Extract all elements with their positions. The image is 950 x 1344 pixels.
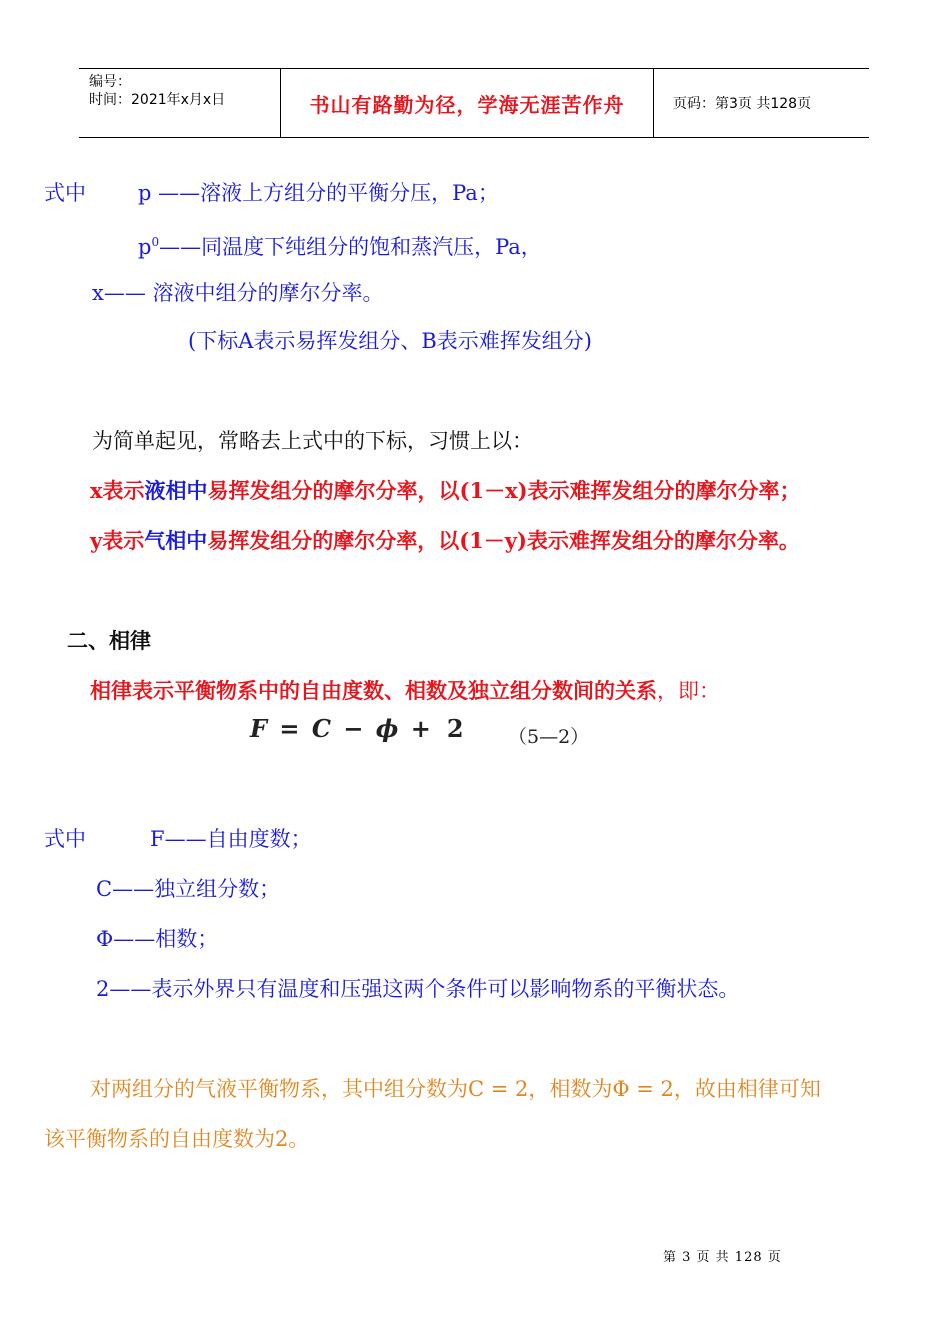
x-line-a: x表示 <box>90 478 145 503</box>
formula-constant: 2 <box>446 714 466 743</box>
F-definition: F——自由度数； <box>150 827 312 851</box>
equation-number: （5—2） <box>508 726 590 748</box>
page-footer: 第 3 页 共 128 页 <box>663 1250 782 1265</box>
x-line-liquid: 液相中 <box>144 478 208 503</box>
header-motto: 书山有路勤为径，学海无涯苦作舟 <box>280 69 654 137</box>
y-convention-line <box>90 528 800 554</box>
section-heading: 二、相律 <box>67 628 151 653</box>
C-definition: C——独立组分数； <box>96 877 281 901</box>
y-line-a: y表示 <box>90 528 145 553</box>
x-definition: x—— 溶液中组分的摩尔分率。 <box>92 281 384 305</box>
number-label: 编号： <box>89 74 131 90</box>
p0-definition <box>138 229 542 260</box>
phase-rule-formula <box>250 714 466 743</box>
y-line-gas: 气相中 <box>144 528 208 553</box>
where-label-2: 式中 <box>44 827 86 851</box>
Phi-definition: Φ——相数； <box>96 927 219 951</box>
phase-rule-desc-tail: ，即： <box>657 679 720 703</box>
phase-rule-desc <box>90 678 720 704</box>
y-line-c: 易挥发组分的摩尔分率，以(1－y)表示难挥发组分的摩尔分率。 <box>207 528 800 553</box>
phase-rule-desc-main: 相律表示平衡物系中的自由度数、相数及独立组分数间的关系 <box>90 678 657 703</box>
p-definition: p ——溶液上方组分的平衡分压，Pa； <box>138 181 499 205</box>
page-header <box>79 68 869 138</box>
convention-intro: 为简单起见，常略去上式中的下标，习惯上以： <box>92 429 533 453</box>
time-label: 时间：2021年x月x日 <box>89 92 226 108</box>
p0-symbol: p <box>138 235 152 259</box>
x-line-c: 易挥发组分的摩尔分率，以(1－x)表示难挥发组分的摩尔分率； <box>207 478 801 503</box>
example-line-1: 对两组分的气液平衡物系，其中组分数为C = 2，相数为Φ = 2，故由相律可知 <box>90 1077 821 1101</box>
formula-expression: F = C − ϕ + <box>250 714 433 743</box>
header-meta <box>79 69 279 137</box>
p0-superscript: 0 <box>151 235 160 249</box>
x-convention-line <box>90 478 801 504</box>
example-line-2: 该平衡物系的自由度数为2。 <box>44 1127 310 1151</box>
where-label-1: 式中 <box>44 181 86 205</box>
two-definition: 2——表示外界只有温度和压强这两个条件可以影响物系的平衡状态。 <box>96 977 740 1001</box>
page-info-text: 页码：第3页 共128页 <box>673 96 812 112</box>
subscript-note: (下标A表示易挥发组分、B表示难挥发组分) <box>188 329 592 353</box>
p0-text: ——同温度下纯组分的饱和蒸汽压，Pa， <box>159 235 542 259</box>
header-page-info <box>663 69 869 137</box>
